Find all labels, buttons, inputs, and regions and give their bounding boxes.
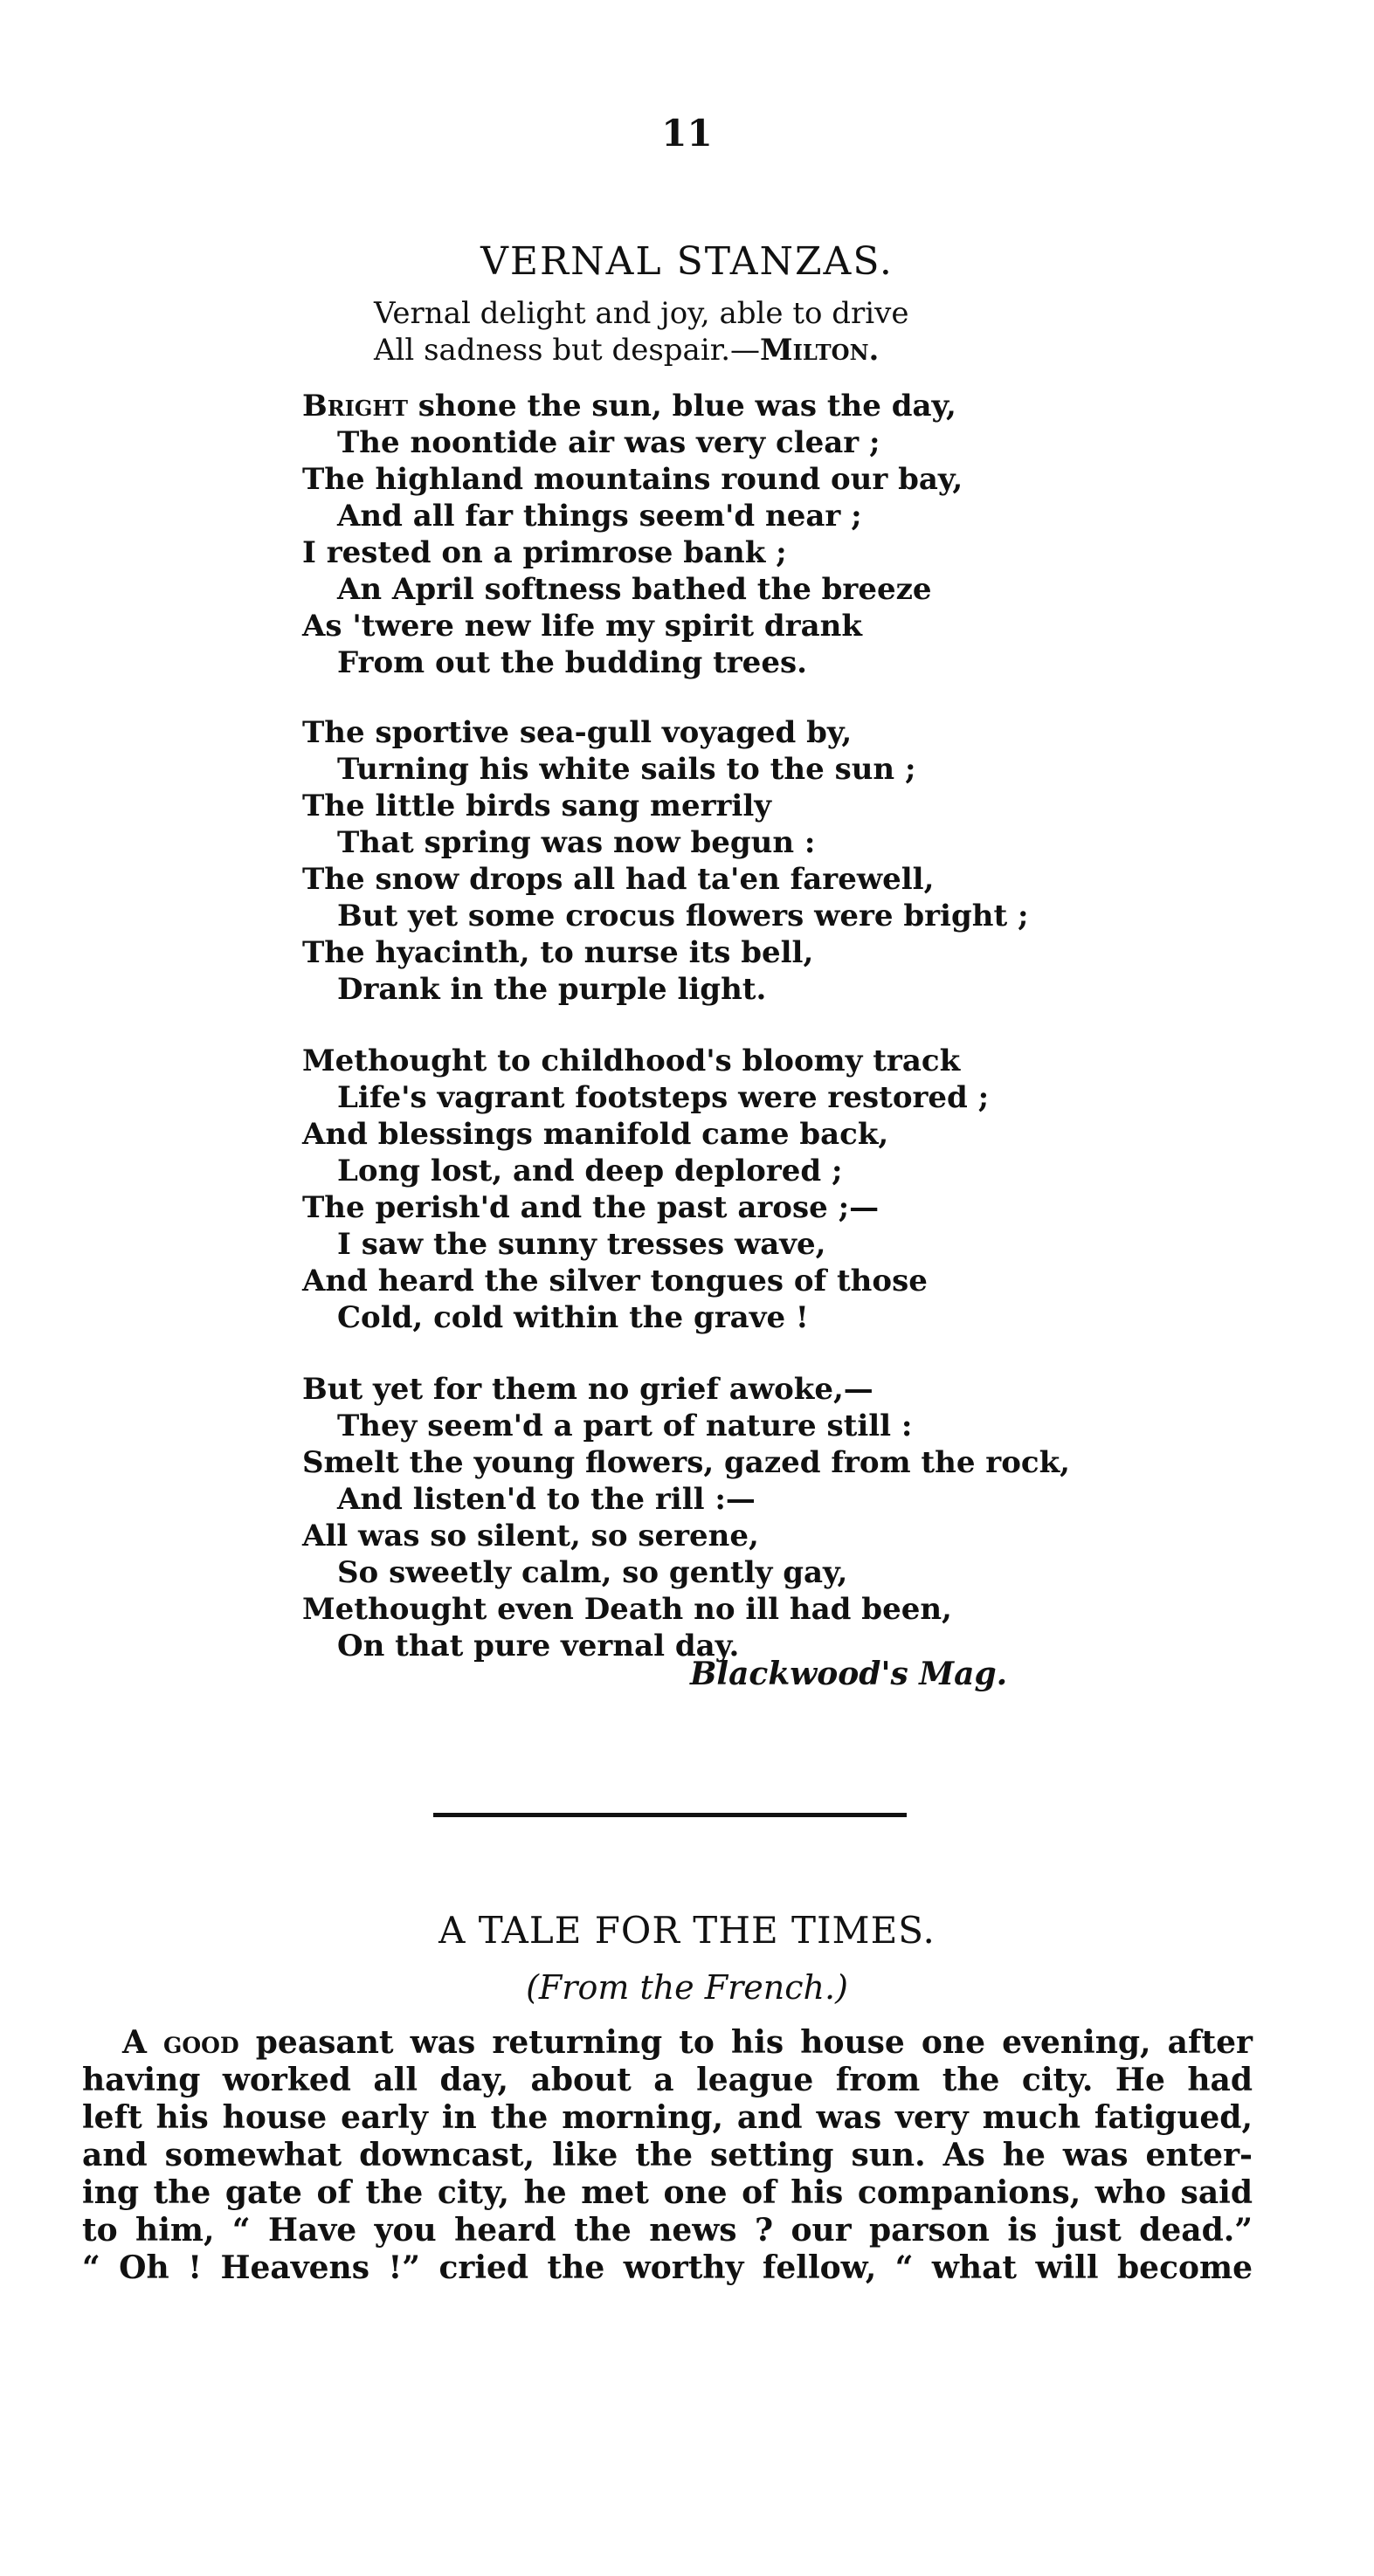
poem-line: And blessings manifold came back, <box>302 1117 889 1152</box>
poem-epigraph <box>374 295 908 368</box>
poem-line: The sportive sea-gull voyaged by, <box>302 715 853 750</box>
poem-line: That spring was now begun : <box>337 825 816 860</box>
prose-line: ing the gate of the city, he met one of his companions, who said <box>82 2174 1253 2211</box>
poem-line: All was so silent, so serene, <box>302 1519 759 1553</box>
tale-body <box>82 2024 1253 2287</box>
poem-line: And listen'd to the rill :— <box>337 1482 756 1517</box>
poem-line: Smelt the young flowers, gazed from the rock, <box>302 1445 1070 1480</box>
tale-subtitle: (From the French.) <box>526 1968 848 2007</box>
poem-line: They seem'd a part of nature still : <box>337 1409 913 1443</box>
poem-line: Methought to childhood's bloomy track <box>302 1043 961 1078</box>
poem-line: As 'twere new life my spirit drank <box>302 609 862 644</box>
poem-line <box>302 388 963 424</box>
poem-line: The noontide air was very clear ; <box>337 425 880 460</box>
stanza-3 <box>302 1043 989 1336</box>
poem-line: The little birds sang merrily <box>302 789 771 823</box>
poem-title: VERNAL STANZAS. <box>480 239 894 284</box>
poem-line: I rested on a primrose bank ; <box>302 535 787 570</box>
poem-line: The perish'd and the past arose ;— <box>302 1190 880 1225</box>
tale-title: A TALE FOR THE TIMES. <box>438 1909 936 1952</box>
prose-line: left his house early in the morning, and was very much fatigued, <box>82 2099 1253 2136</box>
poem-line: Cold, cold within the grave ! <box>337 1300 809 1335</box>
poem-line: But yet some crocus flowers were bright ; <box>337 899 1029 933</box>
poem-line: And heard the silver tongues of those <box>302 1264 928 1298</box>
poem-line: The hyacinth, to nurse its bell, <box>302 935 814 970</box>
poem-line: On that pure vernal day. <box>337 1629 740 1663</box>
poem-line: The highland mountains round our bay, <box>302 462 963 497</box>
prose-line: and somewhat downcast, like the setting sun. As he was enter- <box>82 2137 1253 2173</box>
poem-line: The snow drops all had ta'en farewell, <box>302 862 935 897</box>
poem-line: Long lost, and deep deplored ; <box>337 1154 843 1188</box>
poem-line: From out the budding trees. <box>337 645 807 680</box>
poem-line: But yet for them no grief awoke,— <box>302 1372 873 1407</box>
prose-lead-words: A good <box>122 2024 239 2061</box>
poem-line: Methought even Death no ill had been, <box>302 1592 952 1627</box>
prose-line: “ Oh ! Heavens !” cried the worthy fellow, “ what will become <box>82 2249 1253 2286</box>
poem-line: So sweetly calm, so gently gay, <box>337 1555 848 1590</box>
poem-line: And all far things seem'd near ; <box>337 499 862 534</box>
prose-line: to him, “ Have you heard the news ? our parson is just dead.” <box>82 2212 1253 2249</box>
poem-line: I saw the sunny tresses wave, <box>337 1227 826 1262</box>
prose-line-rest: peasant was returning to his house one evening, after <box>238 2024 1253 2061</box>
epigraph-text: All sadness but despair.— <box>374 333 761 368</box>
epigraph-line <box>374 332 908 368</box>
epigraph-author: Milton. <box>760 333 880 368</box>
prose-line: having worked all day, about a league from the city. He had <box>82 2062 1253 2098</box>
stanza-2 <box>302 714 1029 1008</box>
section-divider <box>433 1813 907 1817</box>
poem-line: An April softness bathed the breeze <box>337 572 932 607</box>
stanza-4 <box>302 1371 1070 1664</box>
stanza-lead-word: Bright <box>302 389 408 424</box>
prose-line <box>82 2024 1253 2062</box>
poem-line: Life's vagrant footsteps were restored ; <box>337 1080 990 1115</box>
poem-line-rest: shone the sun, blue was the day, <box>407 389 956 424</box>
poem-line: Drank in the purple light. <box>337 972 767 1007</box>
poem-attribution: Blackwood's Mag. <box>690 1656 1008 1692</box>
page-number: 11 <box>661 112 713 155</box>
epigraph-line: Vernal delight and joy, able to drive <box>374 296 909 331</box>
stanza-1 <box>302 388 963 681</box>
poem-line: Turning his white sails to the sun ; <box>337 752 916 787</box>
